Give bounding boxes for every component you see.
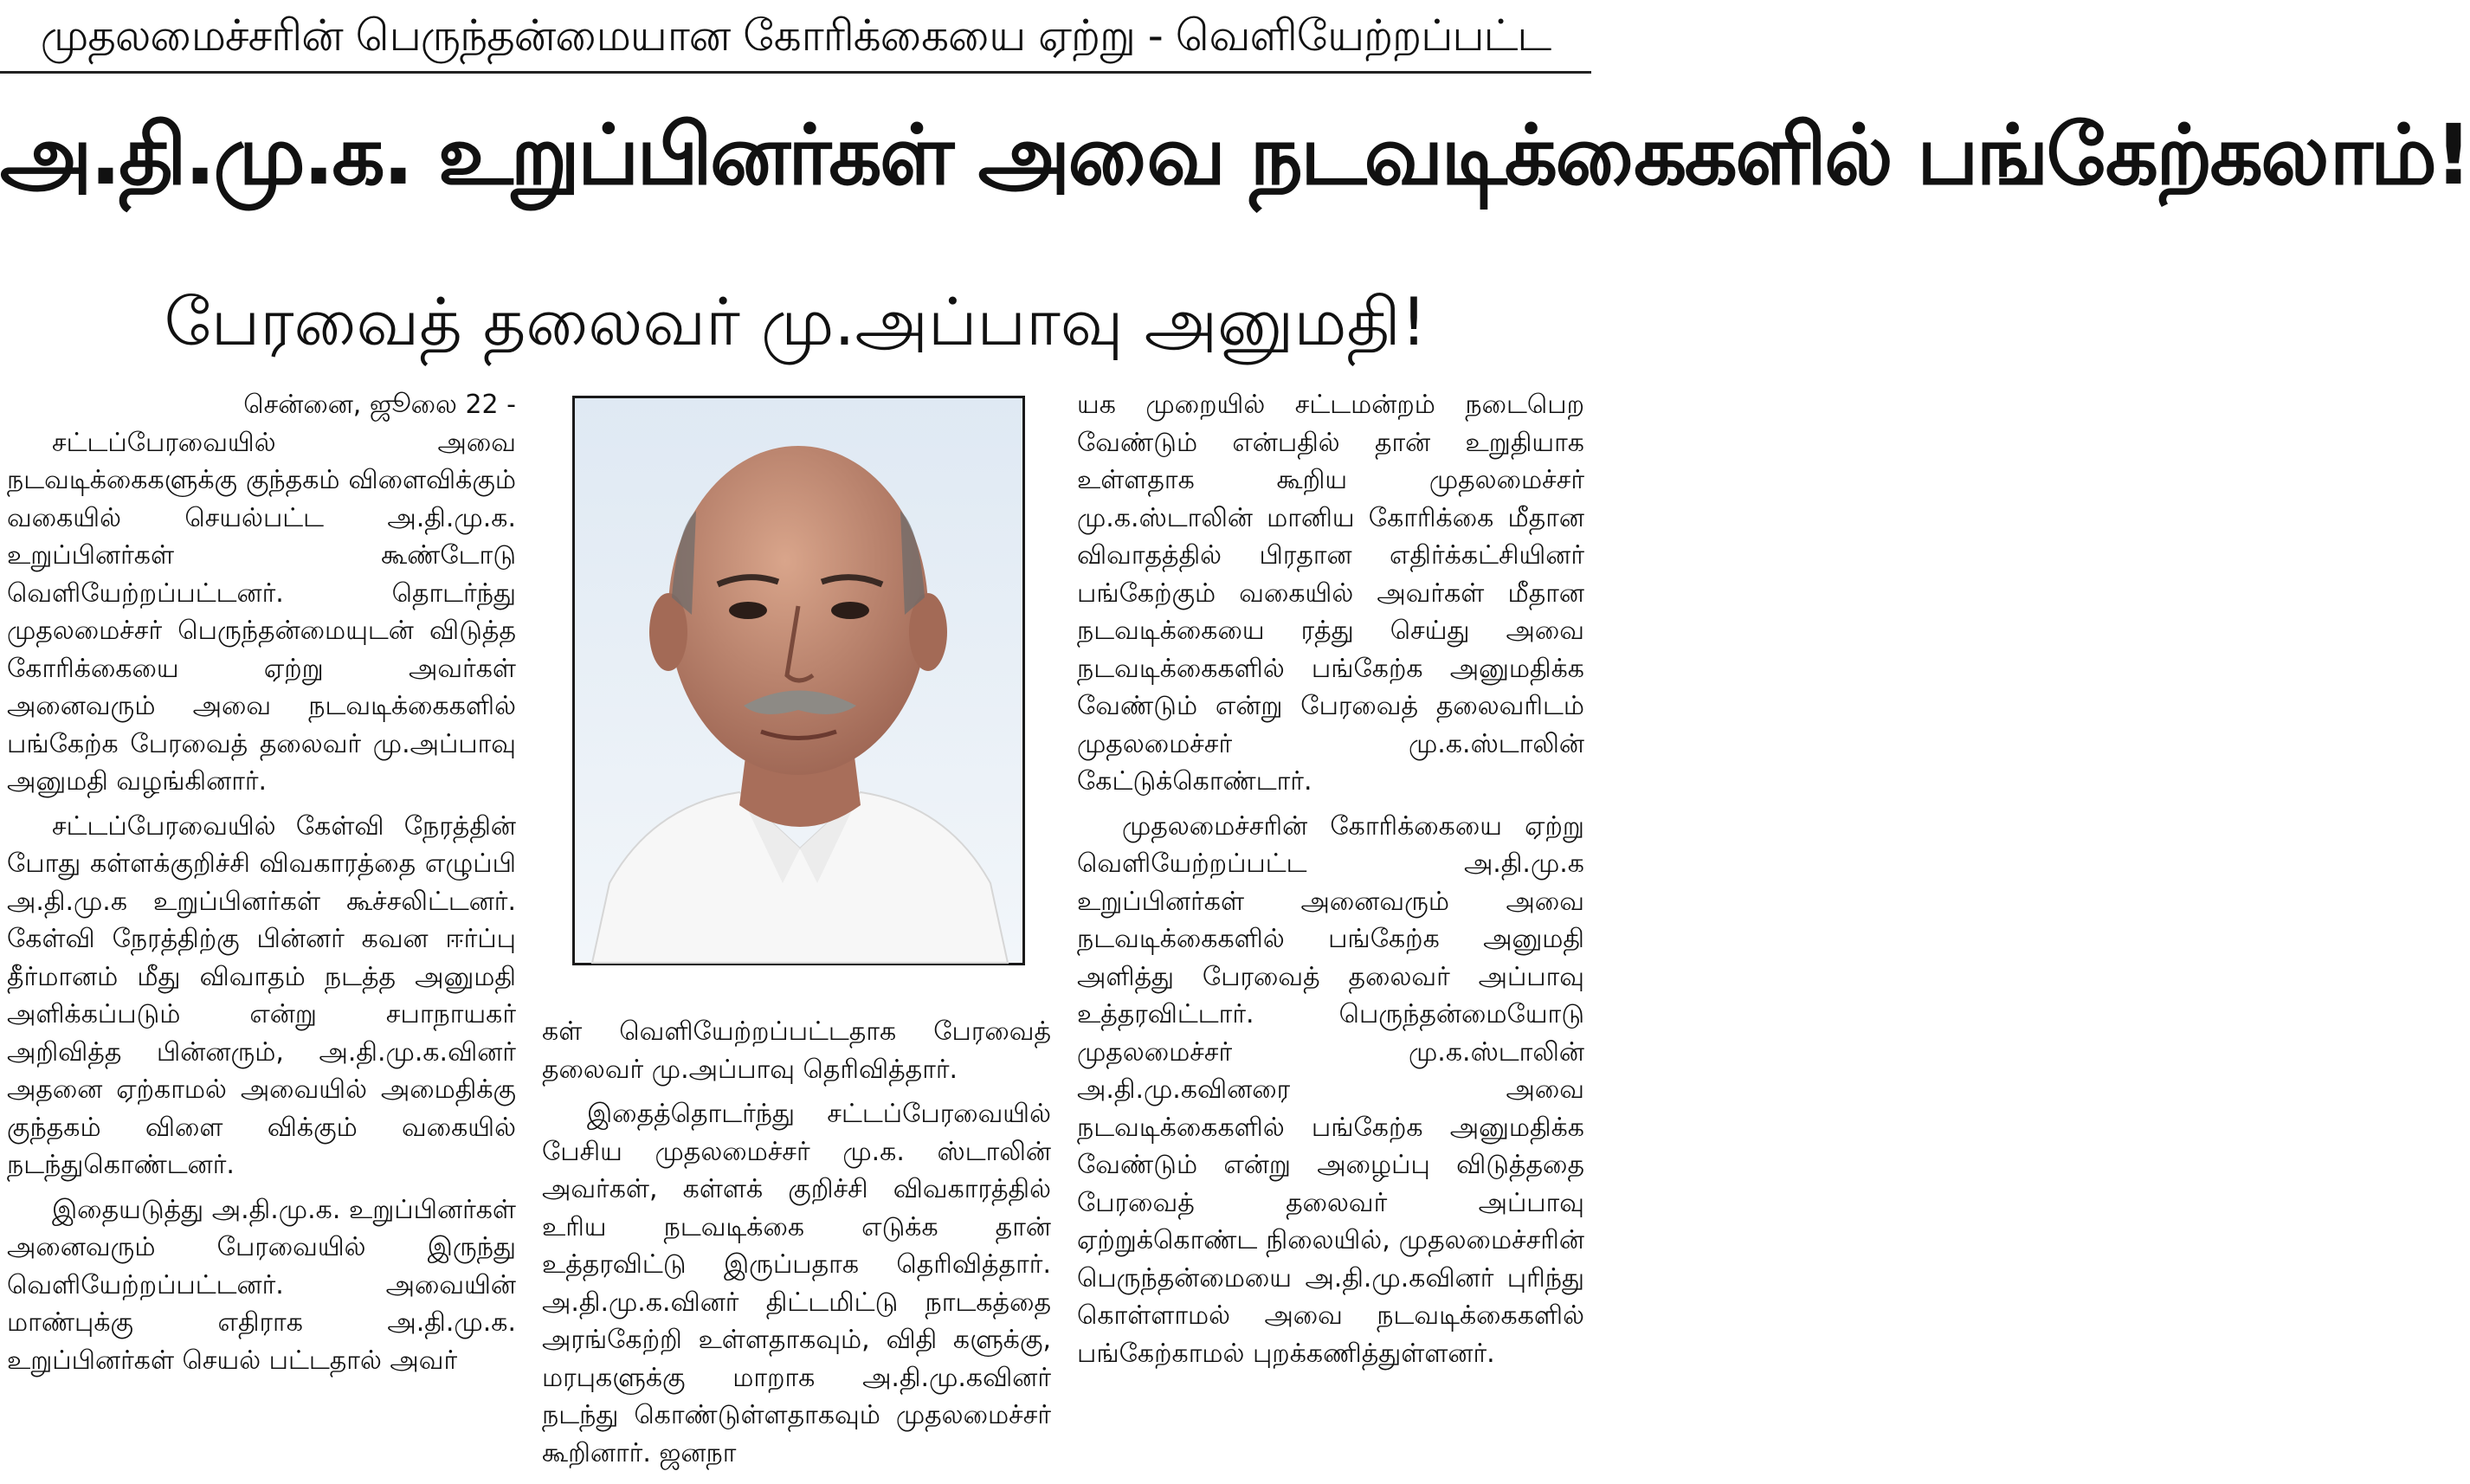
column3-paragraph-2: முதலமைச்சரின் கோரிக்கையை ஏற்று வெளியேற்றப்பட்ட அ.தி.மு.க உறுப்பினர்கள் அனைவரும் அவை நடவடிக்கைகளில் பங்கேற்க அனுமதி அளித்து பேரவைத் தலைவர் அப்பாவு உத்தரவிட்டார். பெருந்தன்மையோடு முதலமைச்சர் மு.க.ஸ்டாலின் அ.தி.மு.கவினரை அவை நடவடிக்கைகளில் பங்கேற்க அனுமதிக்க வேண்டும் என்று அழைப்பு விடுத்ததை பேரவைத் தலைவர் அப்பாவு ஏற்றுக்கொண்ட நிலையில், முதலமைச்சரின் பெருந்தன்மையை அ.தி.மு.கவினர் புரிந்து கொள்ளாமல் அவை நடவடிக்கைகளில் பங்கேற்காமல் புறக்கணித்துள்ளனர். — [1077, 810, 1584, 1369]
dateline: சென்னை, ஜூலை 22 - — [243, 390, 516, 420]
portrait-illustration — [575, 398, 1022, 963]
article-column-2 — [542, 1013, 1051, 1479]
portrait-photo — [572, 396, 1025, 965]
column2-paragraph-2: இதைத்தொடர்ந்து சட்டப்பேரவையில் பேசிய முதலமைச்சர் மு.க. ஸ்டாலின் அவர்கள், கள்ளக் குறிச்சி விவகாரத்தில் உரிய நடவடிக்கை எடுக்க தான் உத்தரவிட்டு இருப்பதாக தெரிவித்தார். அ.தி.மு.க.வினர் திட்டமிட்டு நாடகத்தை அரங்கேற்றி உள்ளதாகவும், விதி களுக்கு, மரபுகளுக்கு மாறாக அ.தி.மு.கவினர் நடந்து கொண்டுள்ளதாகவும் முதலமைச்சர் கூறினார். ஜனநா — [542, 1099, 1051, 1468]
column1-paragraph-3: இதையடுத்து அ.தி.மு.க. உறுப்பினர்கள் அனைவரும் பேரவையில் இருந்து வெளியேற்றப்பட்டனர். அவையின் மாண்புக்கு எதிராக அ.தி.மு.க. உறுப்பினர்கள் செயல் பட்டதால் அவர் — [7, 1194, 516, 1376]
article-column-3 — [1077, 386, 1584, 1479]
column1-paragraph-2: சட்டப்பேரவையில் கேள்வி நேரத்தின் போது கள்ளக்குறிச்சி விவகாரத்தை எழுப்பி அ.தி.மு.க உறுப்பினர்கள் கூச்சலிட்டனர். கேள்வி நேரத்திற்கு பின்னர் கவன ஈர்ப்பு தீர்மானம் மீது விவாதம் நடத்த அனுமதி அளிக்கப்படும் என்று சபாநாயகர் அறிவித்த பின்னரும், அ.தி.மு.க.வினர் அதனை ஏற்காமல் அவையில் அமைதிக்கு குந்தகம் விளை விக்கும் வகையில் நடந்துகொண்டனர். — [7, 810, 516, 1180]
main-headline: அ.தி.மு.க. உறுப்பினர்கள் அவை நடவடிக்கைகளில் பங்கேற்கலாம்! — [0, 106, 2470, 203]
sub-headline: பேரவைத் தலைவர் மு.அப்பாவு அனுமதி! — [164, 283, 1428, 360]
column1-paragraph-1: சட்டப்பேரவையில் அவை நடவடிக்கைகளுக்கு குந்தகம் விளைவிக்கும் வகையில் செயல்பட்ட அ.தி.மு.க. உறுப்பினர்கள் கூண்டோடு வெளியேற்றப்பட்டனர். தொடர்ந்து முதலமைச்சர் பெருந்தன்மையுடன் விடுத்த கோரிக்கையை ஏற்று அவர்கள் அனைவரும் அவை நடவடிக்கைகளில் பங்கேற்க பேரவைத் தலைவர் மு.அப்பாவு அனுமதி வழங்கினார். — [7, 427, 516, 797]
column3-paragraph-1: யக முறையில் சட்டமன்றம் நடைபெற வேண்டும் என்பதில் தான் உறுதியாக உள்ளதாக கூறிய முதலமைச்சர் மு.க.ஸ்டாலின் மானிய கோரிக்கை மீதான விவாதத்தில் பிரதான எதிர்க்கட்சியினர் பங்கேற்கும் வகையில் அவர்கள் மீதான நடவடிக்கையை ரத்து செய்து அவை நடவடிக்கைகளில் பங்கேற்க அனுமதிக்க வேண்டும் என்று பேரவைத் தலைவரிடம் முதலமைச்சர் மு.க.ஸ்டாலின் கேட்டுக்கொண்டார். — [1077, 390, 1584, 797]
article-column-1 — [7, 386, 516, 1479]
kicker-headline: முதலமைச்சரின் பெருந்தன்மையான கோரிக்கையை ஏற்று - வெளியேற்றப்பட்ட — [0, 0, 1591, 74]
column2-paragraph-1: கள் வெளியேற்றப்பட்டதாக பேரவைத் தலைவர் மு.அப்பாவு தெரிவித்தார். — [542, 1016, 1051, 1085]
